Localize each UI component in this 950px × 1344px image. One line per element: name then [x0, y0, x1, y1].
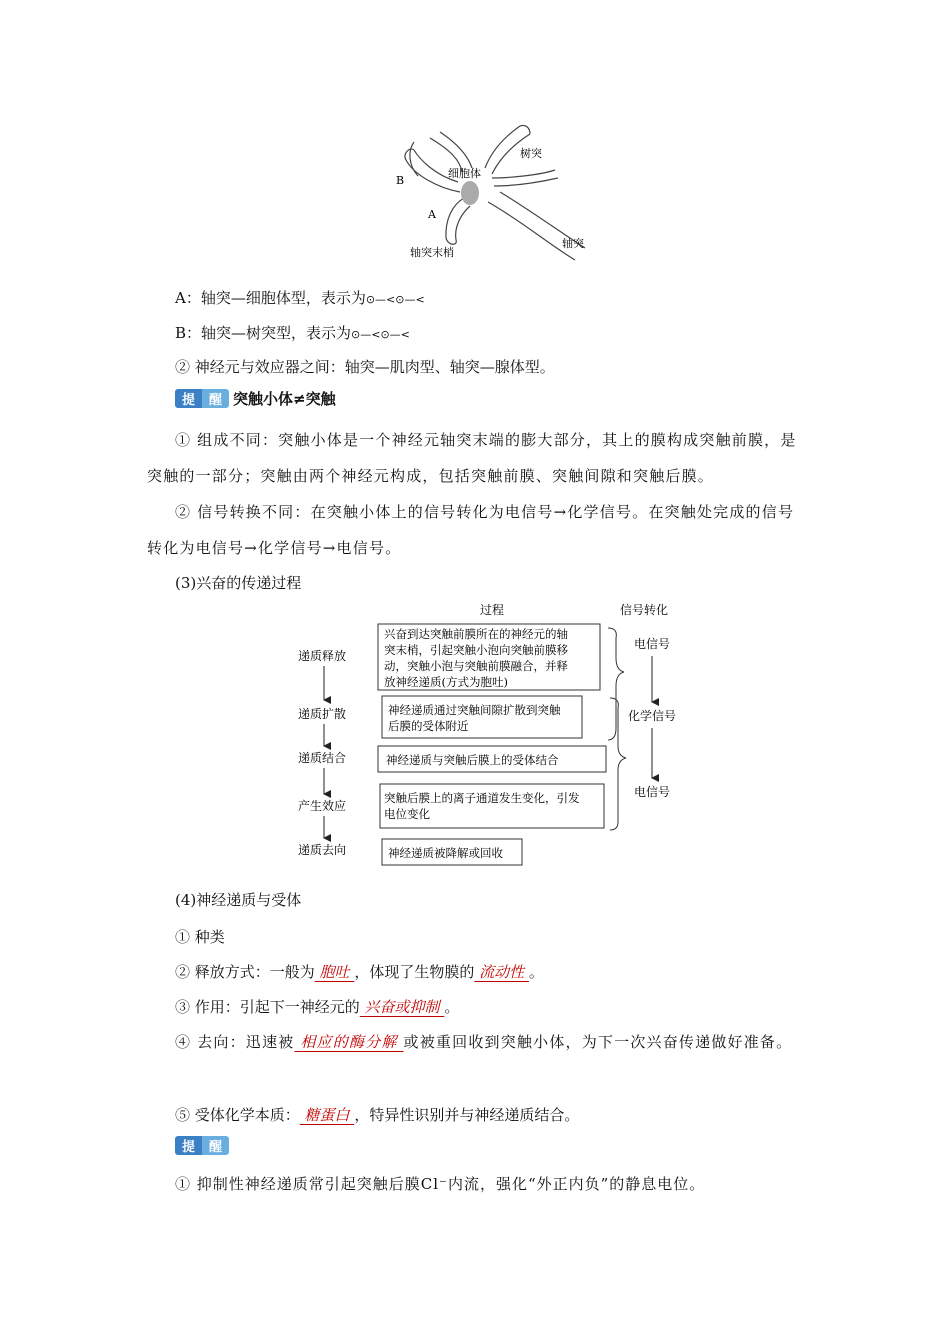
section4-heading: (4)神经递质与受体	[175, 891, 302, 909]
tip1-paragraph-1: ① 组成不同：突触小体是一个神经元轴突末端的膨大部分，其上的膜构成突触前膜，是突触的一部分；突触由两个神经元构成，包括突触前膜、突触间隙和突触后膜。	[147, 431, 797, 485]
section3-heading: (3)兴奋的传递过程	[175, 574, 302, 592]
signal-electric-1: 电信号	[634, 637, 671, 651]
box4-line1: 突触后膜上的离子通道发生变化，引发	[384, 791, 580, 805]
tip-title: 突触小体≠突触	[233, 390, 336, 408]
synapse-symbol-a: ⊙—<⊙—<	[365, 293, 425, 306]
col-process: 过程	[480, 603, 505, 617]
tip-header-2	[175, 1136, 229, 1155]
tip1-paragraph-2: ② 信号转换不同：在突触小体上的信号转化为电信号→化学信号。在突触处完成的信号转化为电信号→化学信号→电信号。	[147, 503, 795, 557]
synapse-effector-item: ② 神经元与效应器之间：轴突—肌肉型、轴突—腺体型。	[175, 358, 555, 376]
label-b: B	[396, 174, 405, 187]
brace-lower	[610, 698, 626, 830]
box1-line4: 放神经递质(方式为胞吐)	[384, 675, 508, 689]
label-axon-terminal: 轴突末梢	[410, 246, 454, 259]
section4-item1: ① 种类	[175, 928, 225, 946]
dendrite-right-outline	[485, 126, 520, 168]
label-a: A	[428, 208, 436, 221]
brace-upper	[608, 628, 624, 740]
synapse-symbol-b: ⊙—<⊙—<	[351, 328, 410, 341]
step-diffuse: 递质扩散	[298, 707, 347, 721]
step-release: 递质释放	[298, 649, 347, 663]
step-bind: 递质结合	[298, 751, 347, 765]
box1-line3: 动，突触小泡与突触前膜融合，并释	[384, 659, 568, 673]
box2-line2: 后膜的受体附近	[388, 719, 469, 733]
box1-line2: 突末梢，引起突触小泡向突触前膜移	[384, 643, 568, 657]
step-fate: 递质去向	[298, 843, 347, 857]
cell-body-nucleus	[461, 181, 479, 205]
answer-enzyme: 相应的酶分解	[294, 1033, 404, 1051]
step-effect: 产生效应	[298, 799, 347, 813]
label-cell-body: 细胞体	[448, 167, 481, 180]
tip2-paragraph-1: ① 抑制性神经递质常引起突触后膜Cl⁻内流，强化“外正内负”的静息电位。	[175, 1175, 706, 1193]
synapse-type-a: A：轴突—细胞体型，表示为⊙—<⊙—<	[175, 289, 425, 307]
signal-electric-2: 电信号	[634, 785, 671, 799]
section4-item4: ④ 去向：迅速被 相应的酶分解 或被重回收到突触小体，为下一次兴奋传递做好准备。	[175, 1033, 793, 1051]
neuron-diagram	[390, 120, 600, 270]
tip-badge: 提 醒	[175, 1136, 229, 1155]
transmission-flowchart	[290, 598, 710, 870]
box5-line1: 神经递质被降解或回收	[388, 846, 503, 860]
label-axon: 轴突	[562, 237, 584, 250]
col-signal: 信号转化	[620, 603, 669, 617]
section4-item3: ③ 作用：引起下一神经元的 兴奋或抑制 。	[175, 998, 460, 1016]
axon-outline	[488, 202, 575, 260]
label-dendrite: 树突	[520, 147, 542, 160]
tip-badge: 提 醒	[175, 389, 229, 408]
tip-header-1	[175, 388, 336, 409]
box3-line1: 神经递质与突触后膜上的受体结合	[386, 753, 559, 767]
section4-item2: ② 释放方式：一般为 胞吐 ，体现了生物膜的 流动性 。	[175, 963, 544, 981]
box4-line2: 电位变化	[384, 807, 430, 821]
axon-terminal-left	[410, 142, 418, 176]
axon-terminal-a	[446, 198, 464, 238]
section4-item5: ⑤ 受体化学本质： 糖蛋白 ，特异性识别并与神经递质结合。	[175, 1106, 580, 1124]
box2-line1: 神经递质通过突触间隙扩散到突触	[388, 703, 561, 717]
box1-line1: 兴奋到达突触前膜所在的神经元的轴	[384, 627, 568, 641]
answer-exocytosis: 胞吐	[314, 963, 355, 981]
answer-excite-inhibit: 兴奋或抑制	[359, 998, 445, 1016]
synapse-type-b: B：轴突—树突型，表示为⊙—<⊙—<	[175, 324, 410, 342]
answer-glycoprotein: 糖蛋白	[299, 1106, 355, 1124]
signal-chemical: 化学信号	[628, 709, 677, 723]
answer-fluidity: 流动性	[474, 963, 529, 981]
